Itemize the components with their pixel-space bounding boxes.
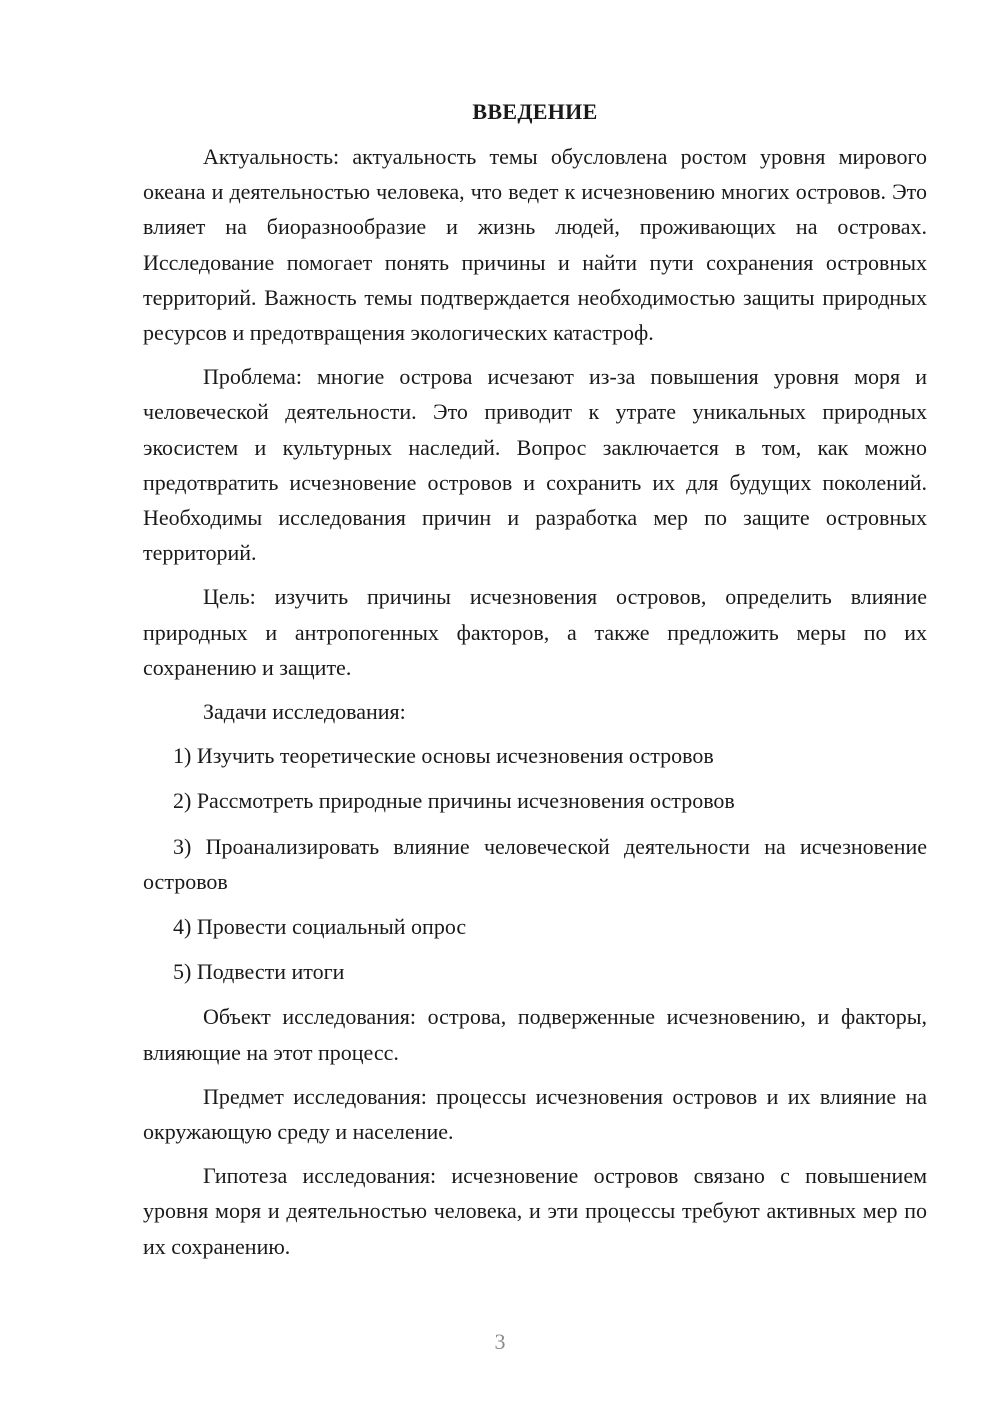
task-item-2: 2) Рассмотреть природные причины исчезновения островов	[173, 788, 735, 814]
section-title: ВВЕДЕНИЕ	[472, 99, 598, 124]
object-paragraph: Объект исследования: острова, подверженные исчезновению, и факторы, влияющие на этот процесс.	[143, 1004, 927, 1065]
task-item-3: 3) Проанализировать влияние человеческой деятельности на исчезновение островов	[143, 833, 927, 894]
goal-paragraph: Цель: изучить причины исчезновения островов, определить влияние природных и антропогенных факторов, а также предложить меры по их сохранению и защите.	[143, 584, 927, 680]
task-item-4: 4) Провести социальный опрос	[173, 914, 467, 940]
hypothesis-paragraph: Гипотеза исследования: исчезновение островов связано с повышением уровня моря и деятельностью человека, и эти процессы требуют активных мер по их сохранению.	[143, 1163, 927, 1259]
relevance-paragraph: Актуальность: актуальность темы обусловлена ростом уровня мирового океана и деятельностью человека, что ведет к исчезновению многих островов. Это влияет на биоразнообразие и жизнь людей, проживающих на островах. Исследование помогает понять причины и найти пути сохранения островных территорий. Важность темы подтверждается необходимостью защиты природных ресурсов и предотвращения экологических катастроф.	[143, 144, 927, 346]
problem-paragraph: Проблема: многие острова исчезают из-за повышения уровня моря и человеческой деятельности. Это приводит к утрате уникальных природных экосистем и культурных наследий. Вопрос заключается в том, как можно предотвратить исчезновение островов и сохранить их для будущих поколений. Необходимы исследования причин и разработка мер по защите островных территорий.	[143, 364, 927, 566]
task-item-5: 5) Подвести итоги	[173, 959, 345, 985]
page-content	[143, 94, 927, 1273]
task-item-1: 1) Изучить теоретические основы исчезновения островов	[173, 743, 714, 769]
page-number: 3	[494, 1329, 506, 1354]
tasks-list	[143, 738, 927, 989]
tasks-heading: Задачи исследования:	[203, 699, 406, 725]
subject-paragraph: Предмет исследования: процессы исчезновения островов и их влияние на окружающую среду и население.	[143, 1083, 927, 1145]
